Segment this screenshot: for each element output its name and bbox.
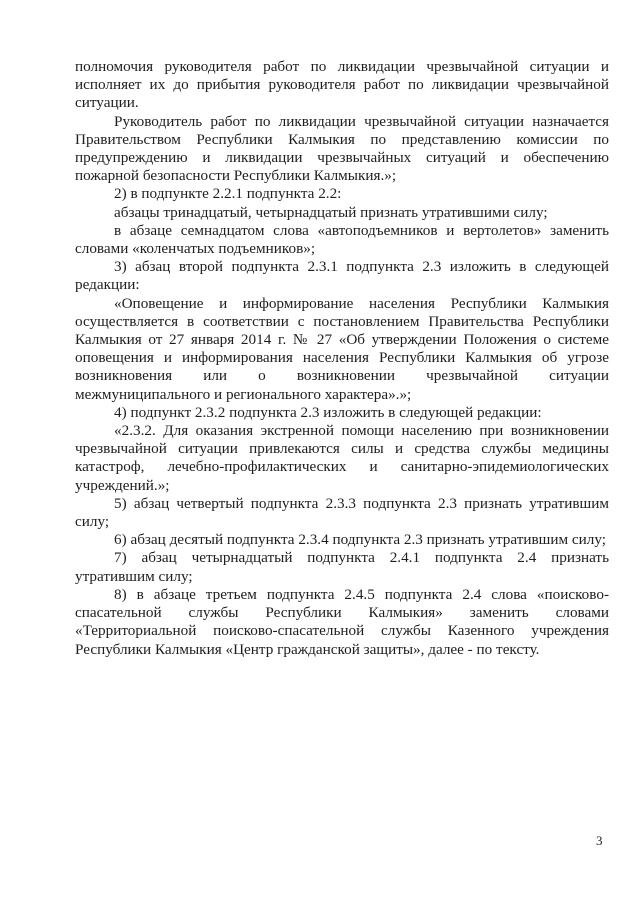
paragraph: 3) абзац второй подпункта 2.3.1 подпункта 2.3 изложить в следующей редакции:	[75, 258, 609, 294]
paragraph: полномочия руководителя работ по ликвидации чрезвычайной ситуации и исполняет их до прибытия руководителя работ по ликвидации чрезвычайной ситуации.	[75, 58, 609, 112]
page-number: 3	[596, 833, 603, 848]
paragraph: 2) в подпункте 2.2.1 подпункта 2.2:	[114, 185, 342, 203]
paragraph: 6) абзац десятый подпункта 2.3.4 подпункта 2.3 признать утратившим силу;	[114, 531, 606, 549]
paragraph: 8) в абзаце третьем подпункта 2.4.5 подпункта 2.4 слова «поисково-спасательной службы Республики Калмыкия» заменить словами «Территориальной поисково-спасательной службы Казенного учреждения Республики Калмыкия «Центр гражданской защиты», далее - по тексту.	[75, 585, 609, 658]
paragraph: «2.3.2. Для оказания экстренной помощи населению при возникновении чрезвычайной ситуации привлекаются силы и средства службы медицины катастроф, лечебно-профилактических и санитарно-эпидемиологических учреждений.»;	[75, 422, 609, 494]
paragraph: 5) абзац четвертый подпункта 2.3.3 подпункта 2.3 признать утратившим силу;	[75, 494, 609, 531]
paragraph: 7) абзац четырнадцатый подпункта 2.4.1 подпункта 2.4 признать утратившим силу;	[75, 549, 609, 585]
paragraph: Руководитель работ по ликвидации чрезвычайной ситуации назначается Правительством Республики Калмыкия по представлению комиссии по предупреждению и ликвидации чрезвычайных ситуаций и обеспечению пожарной безопасности Республики Калмыкия.»;	[75, 112, 609, 185]
paragraph: абзацы тринадцатый, четырнадцатый признать утратившими силу;	[114, 203, 548, 221]
paragraph: в абзаце семнадцатом слова «автоподъемников и вертолетов» заменить словами «коленчатых подъемников»;	[75, 221, 609, 258]
paragraph: 4) подпункт 2.3.2 подпункта 2.3 изложить в следующей редакции:	[114, 403, 542, 421]
document-body	[75, 58, 609, 659]
paragraph: «Оповещение и информирование населения Республики Калмыкия осуществляется в соответствии с постановлением Правительства Республики Калмыкия от 27 января 2014 г. № 27 «Об утверждении Положения о системе оповещения и информирования населения Республики Калмыкия об угрозе возникновения или о возникновении чрезвычайной ситуации межмуниципального и регионального характера».»;	[75, 294, 609, 403]
